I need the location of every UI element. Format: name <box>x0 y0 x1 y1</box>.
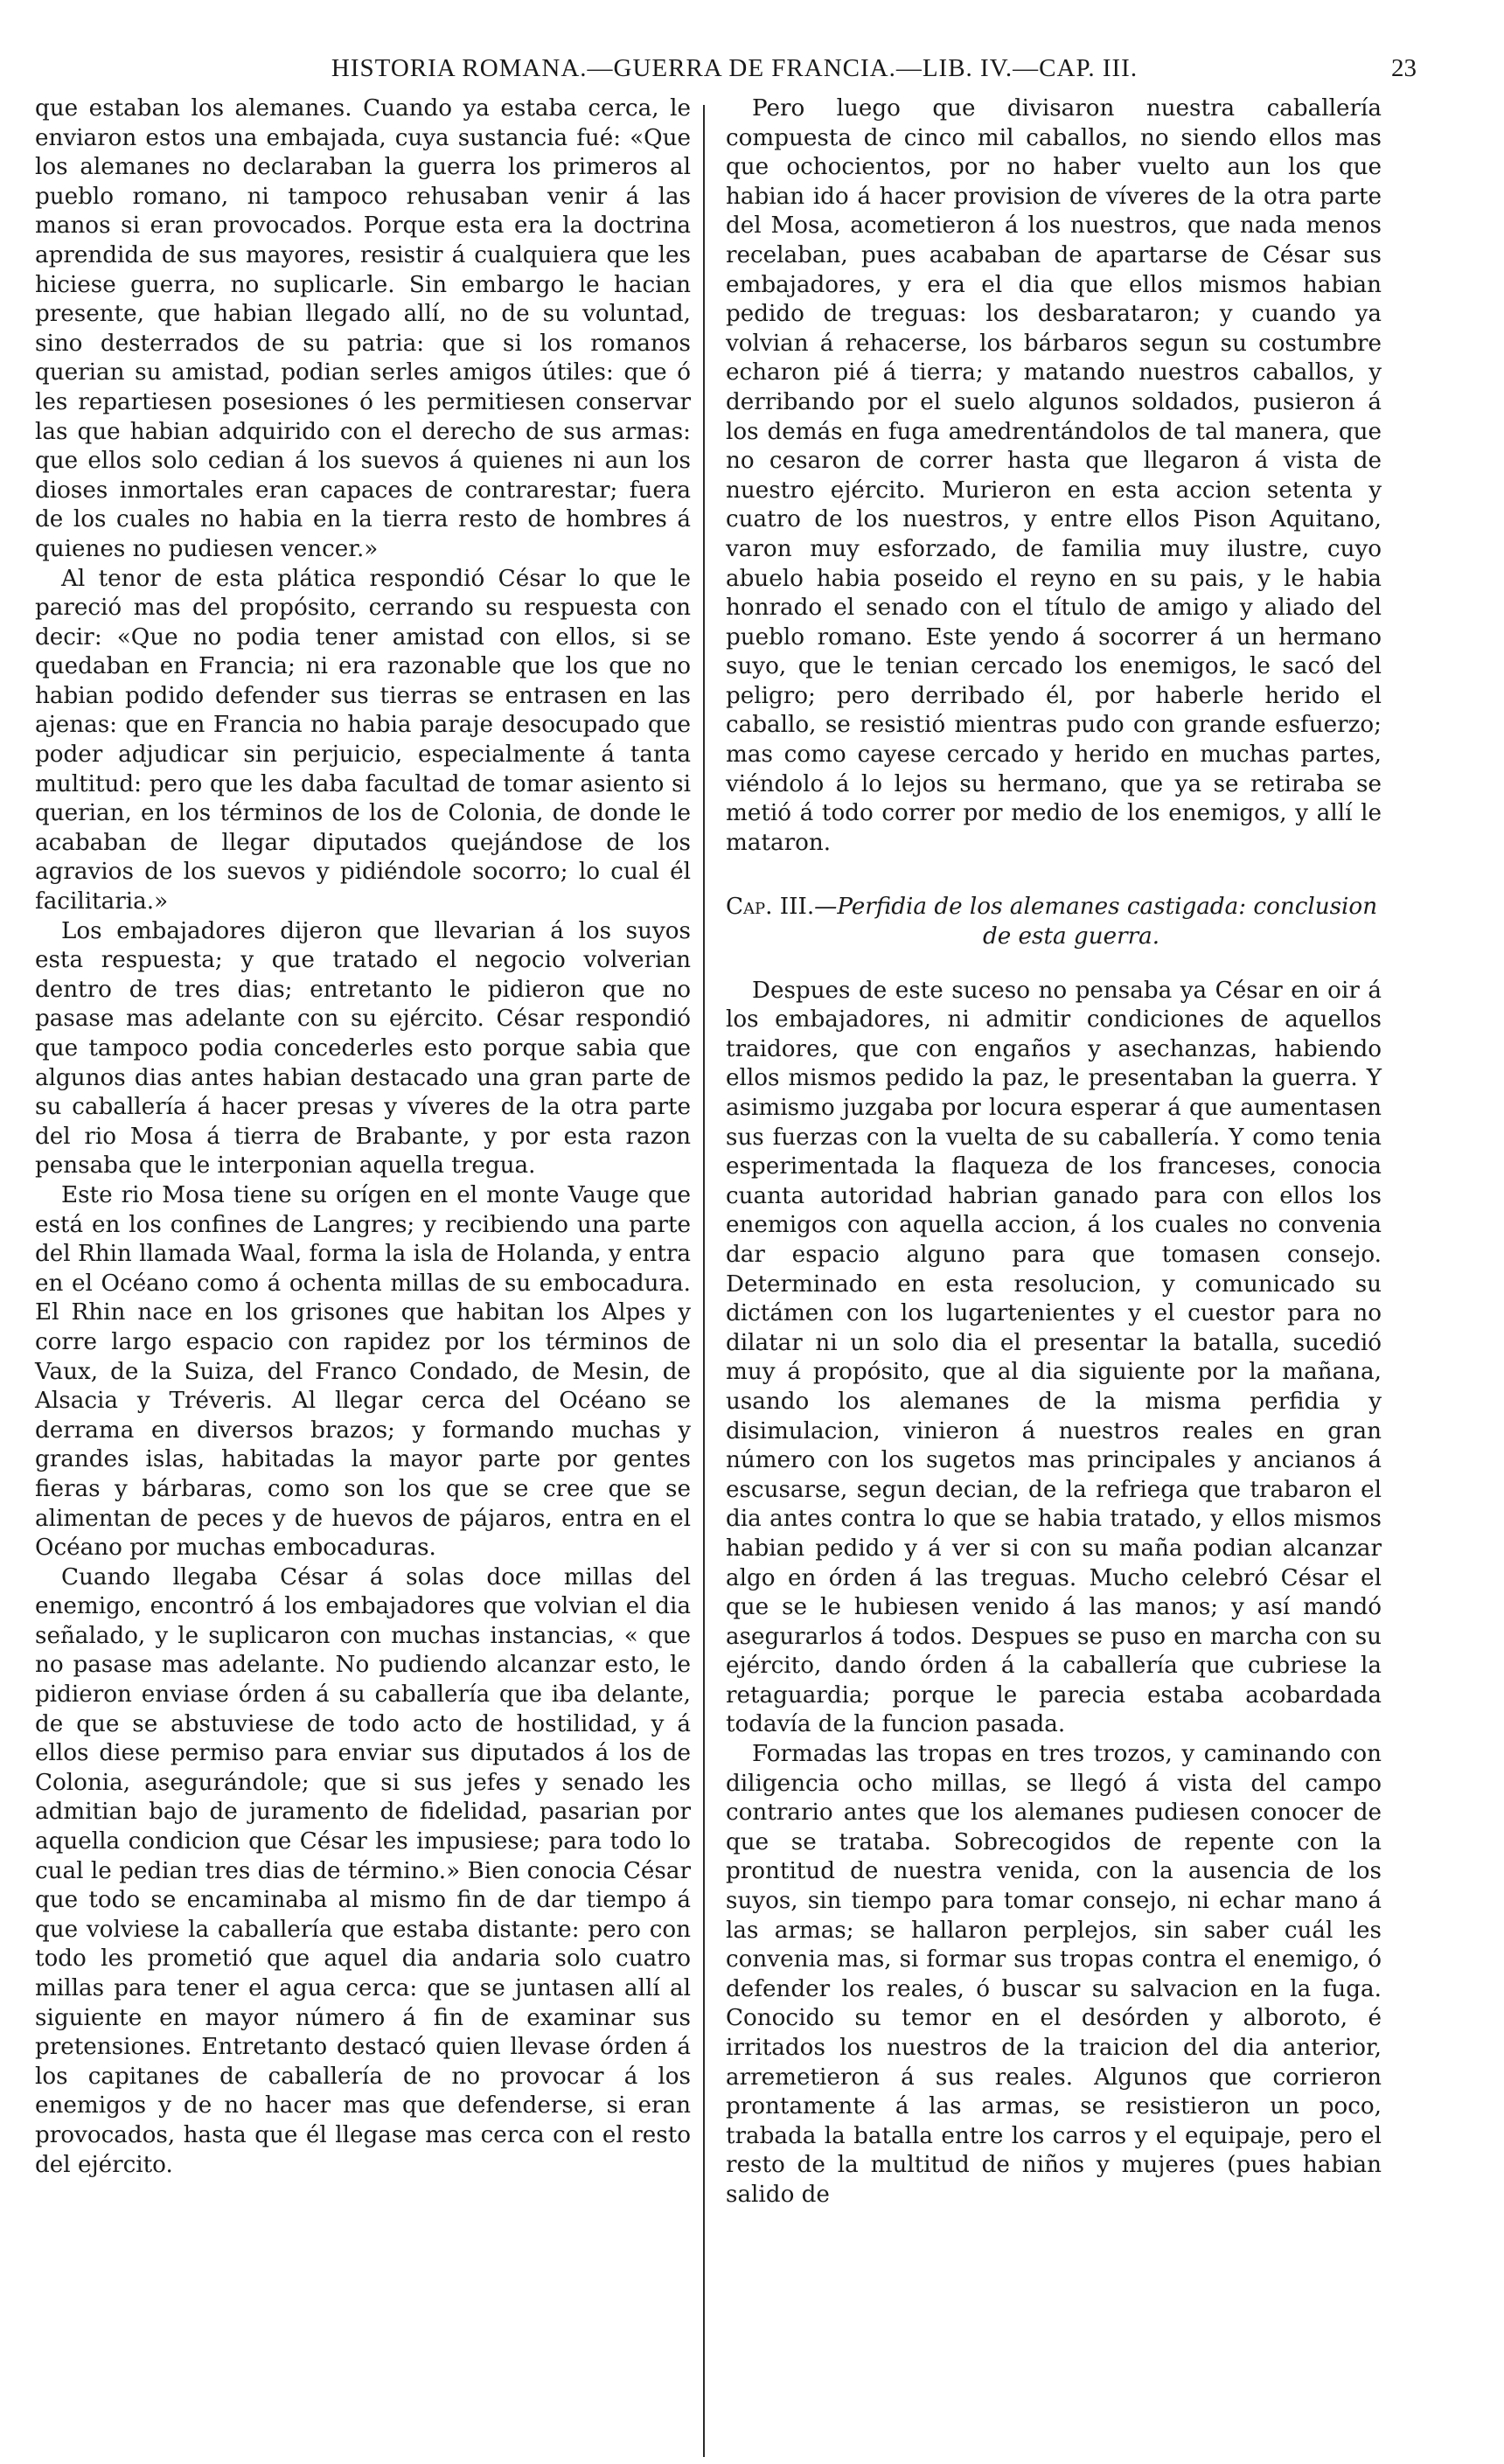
page-number: 23 <box>1391 54 1417 82</box>
chapter-title: —Perfidia de los alemanes castigada: conclusion <box>814 894 1378 921</box>
paragraph: que estaban los alemanes. Cuando ya estaba cerca, le enviaron estos una embajada, cuya sustancia fué: «Que los alemanes no declaraban la guerra los primeros al pueblo romano, ni tampoco rehusaban venir á las manos si eran provocados. Porque esta era la doctrina aprendida de sus mayores, resistir á cualquiera que les hiciese guerra, no suplicarle. Sin embargo le hacian presente, que habian llegado allí, no de su voluntad, sino desterrados de su patria: que si los romanos querian su amistad, podian serles amigos útiles: que ó les repartiesen posesiones ó les permitiesen conservar las que habian adquirido con el derecho de sus armas: que ellos solo cedian á los suevos á quienes ni aun los dioses inmortales eran capaces de contrarestar; fuera de los cuales no habia en la tierra resto de hombres á quienes no pudiesen vencer.» <box>35 95 691 562</box>
paragraph: Pero luego que divisaron nuestra caballería compuesta de cinco mil caballos, no siendo ellos mas que ochocientos, por no haber vuelto aun los que habian ido á hacer provision de víveres de la otra parte del Mosa, acometieron á los nuestros, que nada menos recelaban, pues acababan de apartarse de César sus embajadores, y era el dia que ellos mismos habian pedido de treguas: los desbarataron; y cuando ya volvian á rehacerse, los bárbaros segun su costumbre echaron pié á tierra; y matando nuestros caballos, y derribando por el suelo algunos soldados, pusieron á los demás en fuga amedrentándolos de tal manera, que no cesaron de correr hasta que llegaron á vista de nuestro ejército. Murieron en esta accion setenta y cuatro de los nuestros, y entre ellos Pison Aquitano, varon muy esforzado, de familia muy ilustre, cuyo abuelo habia poseido el reyno en su pais, y le habia honrado el senado con el título de amigo y aliado del pueblo romano. Este yendo á socorrer á un hermano suyo, que le tenian cercado los enemigos, le sacó del peligro; pero derribado él, por haberle herido el caballo, se resistió mientras pudo con grande esfuerzo; mas como cayese cercado y herido en muchas partes, viéndolo á lo lejos su hermano, que ya se retiraba se metió á todo correr por medio de los enemigos, y allí le mataron. <box>726 95 1382 856</box>
running-title: HISTORIA ROMANA.—GUERRA DE FRANCIA.—LIB. IV.—CAP. III. <box>331 54 1138 82</box>
chapter-label: Cap. III. <box>726 894 815 921</box>
right-column <box>726 94 1382 2210</box>
paragraph: Este rio Mosa tiene su orígen en el monte Vauge que está en los confines de Langres; y recibiendo una parte del Rhin llamada Waal, forma la isla de Holanda, y entra en el Océano como á ochenta millas de su embocadura. El Rhin nace en los grisones que habitan los Alpes y corre largo espacio con rapidez por los términos de Vaux, de la Suiza, del Franco Condado, de Mesin, de Alsacia y Tréveris. Al llegar cerca del Océano se derrama en diversos brazos; y formando muchas y grandes islas, habitadas la mayor parte por gentes fieras y bárbaras, como son los que se cree que se alimentan de peces y de huevos de pájaros, entra en el Océano por muchas embocaduras. <box>35 1181 691 1562</box>
left-column <box>35 94 691 2180</box>
paragraph: Los embajadores dijeron que llevarian á los suyos esta respuesta; y que tratado el negocio volverian dentro de tres dias; entretanto le pidieron que no pasase mas adelante con su ejército. César respondió que tampoco podia concederles esto porque sabia que algunos dias antes habian destacado una gran parte de su caballería á hacer presas y víveres de la otra parte del rio Mosa á tierra de Brabante, y por esta razon pensaba que le interponian aquella tregua. <box>35 917 691 1180</box>
paragraph: Despues de este suceso no pensaba ya César en oir á los embajadores, ni admitir condiciones de aquellos traidores, que con engaños y asechanzas, habiendo ellos mismos pedido la paz, le presentaban la guerra. Y asimismo juzgaba por locura esperar á que aumentasen sus fuerzas con la vuelta de su caballería. Y como tenia esperimentada la flaqueza de los franceses, conocia cuanta autoridad habrian ganado para con ellos los enemigos con aquella accion, á los cuales no convenia dar espacio alguno para que tomasen consejo. Determinado en esta resolucion, y comunicado su dictámen con los lugartenientes y el cuestor para no dilatar ni un solo dia el presentar la batalla, sucedió muy á propósito, que al dia siguiente por la mañana, usando los alemanes de la misma perfidia y disimulacion, vinieron á nuestros reales en gran número con los sugetos mas principales y ancianos á escusarse, segun decian, de la refriega que trabaron el dia antes contra lo que se habia tratado, y ellos mismos habian pedido y á ver si con su maña podian alcanzar algo en órden á las treguas. Mucho celebró César el que se le hubiesen venido á las manos; y así mandó asegurarlos á todos. Despues se puso en marcha con su ejército, dando órden á la caballería que cubriese la retaguardia; porque le parecia estaba acobardada todavía de la funcion pasada. <box>726 977 1382 1738</box>
page-header <box>52 54 1417 96</box>
paragraph: Al tenor de esta plática respondió César lo que le pareció mas del propósito, cerrando su respuesta con decir: «Que no podia tener amistad con ellos, si se quedaban en Francia; ni era razonable que los que no habian podido defender sus tierras se entrasen en las ajenas: que en Francia no habia paraje desocupado que poder adjudicar sin perjuicio, especialmente á tanta multitud: pero que les daba facultad de tomar asiento si querian, en los términos de los de Colonia, de donde le acababan de llegar diputados quejándose de los agravios de los suevos y pidiéndole socorro; lo cual él facilitaria.» <box>35 565 691 915</box>
column-divider <box>703 105 705 2457</box>
paragraph: Cuando llegaba César á solas doce millas del enemigo, encontró á los embajadores que volvian el dia señalado, y le suplicaron con muchas instancias, « que no pasase mas adelante. No pudiendo alcanzar esto, le pidieron enviase órden á su caballería que iba delante, de que se abstuviese de todo acto de hostilidad, y á ellos diese permiso para enviar sus diputados á los de Colonia, asegurándole; que si sus jefes y senado les admitian bajo de juramento de fidelidad, pasarian por aquella condicion que César les impusiese; para todo lo cual le pedian tres dias de término.» Bien conocia César que todo se encaminaba al mismo fin de dar tiempo á que volviese la caballería que estaba distante: pero con todo les prometió que aquel dia andaria solo cuatro millas para tener el agua cerca: que se juntasen allí al siguiente en mayor número á fin de examinar sus pretensiones. Entretanto destacó quien llevase órden á los capitanes de caballería de no provocar á los enemigos y de no hacer mas que defenderse, si eran provocados, hasta que él llegase mas cerca con el resto del ejército. <box>35 1563 691 2178</box>
paragraph: Formadas las tropas en tres trozos, y caminando con diligencia ocho millas, se llegó á vista del campo contrario antes que los alemanes pudiesen conocer de que se trataba. Sobrecogidos de repente con la prontitud de nuestra venida, con la ausencia de los suyos, sin tiempo para tomar consejo, ni echar mano á las armas; se hallaron perplejos, sin saber cuál les convenia mas, si formar sus tropas contra el enemigo, ó defender los reales, ó buscar su salvacion en la fuga. Conocido su temor en el desórden y alboroto, é irritados los nuestros de la traicion del dia anterior, arremetieron á sus reales. Algunos que corrieron prontamente á las armas, se resistieron un poco, trabada la batalla entre los carros y el equipaje, pero el resto de la multitud de niños y mujeres (pues habian salido de <box>726 1741 1382 2208</box>
chapter-heading <box>726 893 1382 951</box>
chapter-title-continued: de esta guerra. <box>982 923 1160 950</box>
